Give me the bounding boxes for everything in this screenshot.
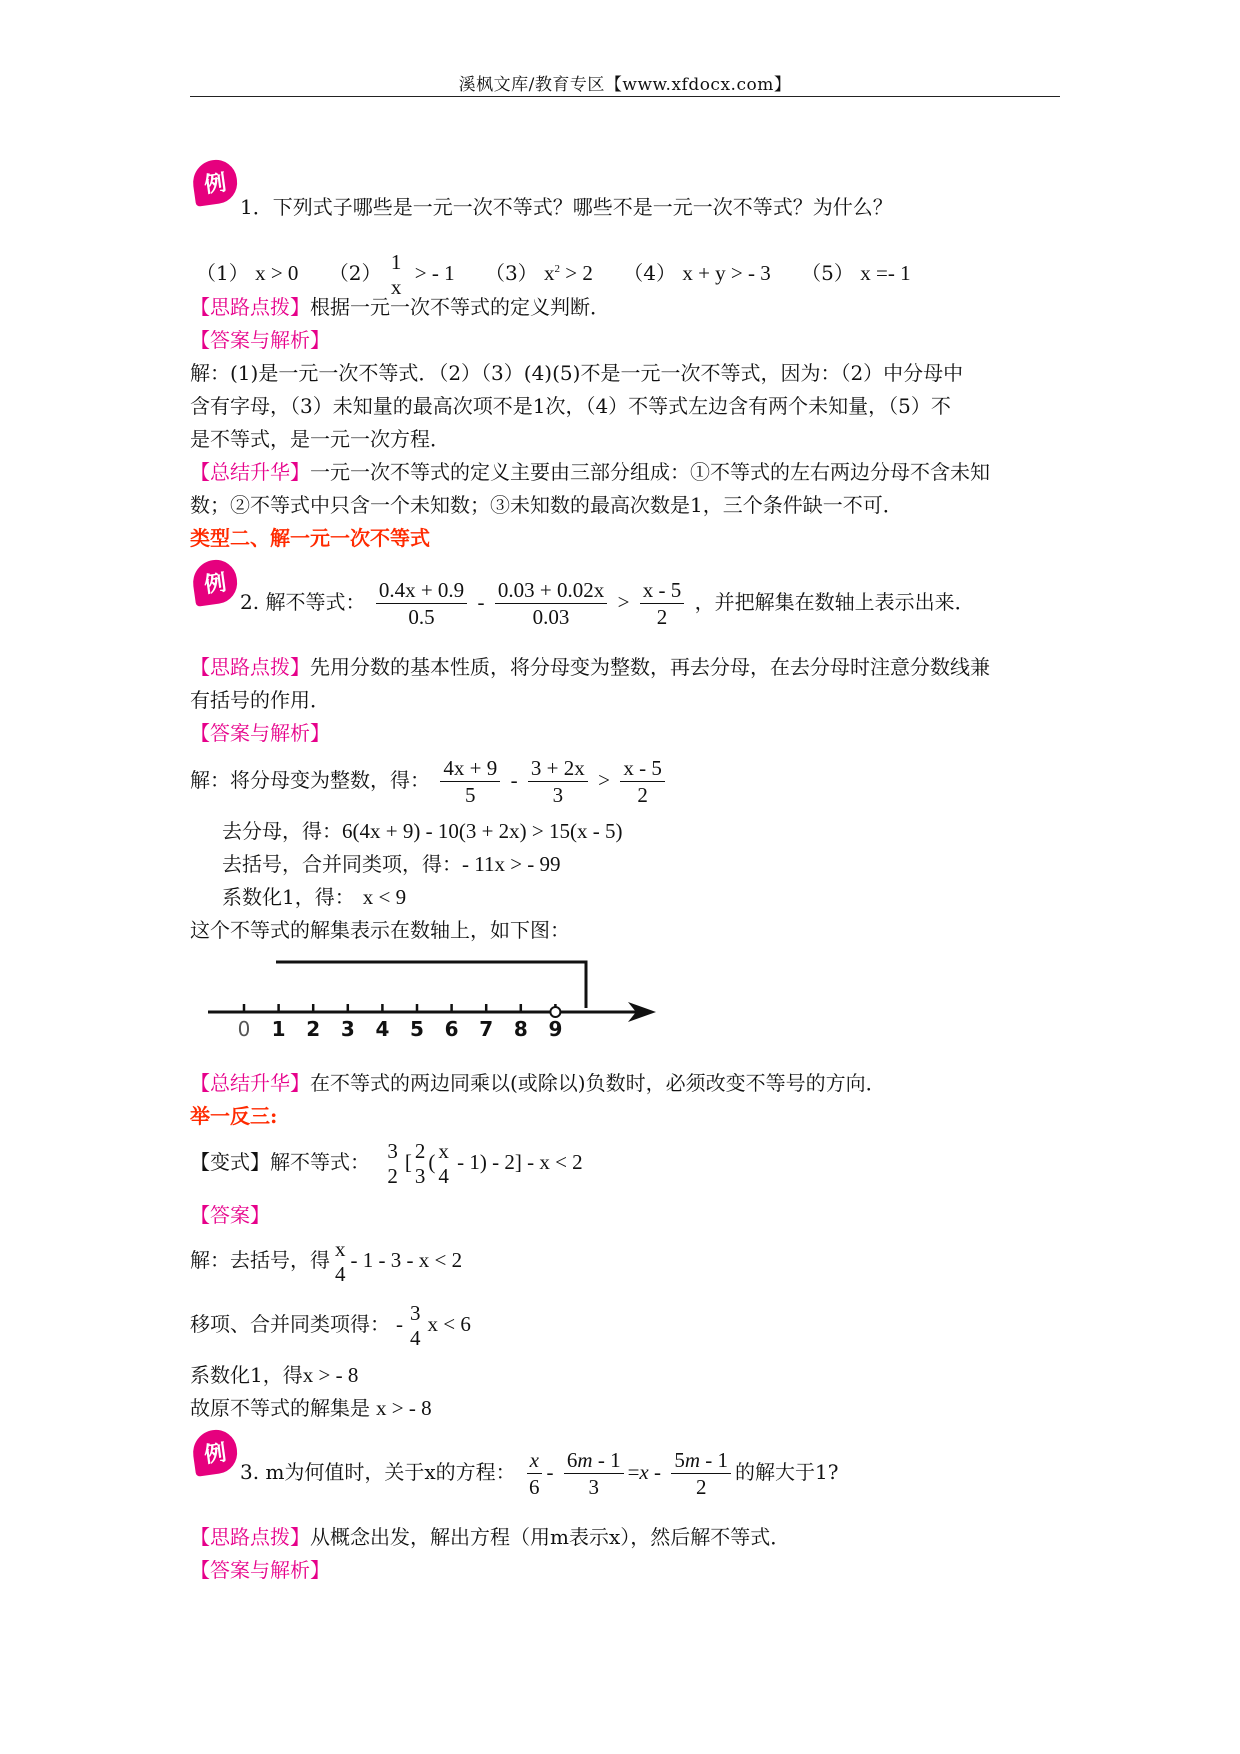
number-line-label: 3 xyxy=(340,1017,355,1041)
number-line-label: 1 xyxy=(271,1017,286,1041)
ex1-answer-line3: 是不等式，是一元一次方程． xyxy=(190,427,450,451)
ex2-step0-text: 解：将分母变为整数，得： xyxy=(190,768,430,792)
ex3-suffix: 的解大于1? xyxy=(735,1460,839,1484)
ex2-prefix: 2. 解不等式： xyxy=(240,590,366,614)
ex2-s0-frac3-den: 2 xyxy=(637,783,648,807)
pq-frac-x-4: x 4 xyxy=(438,1139,449,1188)
opt4-label: （4） xyxy=(623,261,676,285)
ex2-answer-label: 【答案与解析】 xyxy=(190,721,330,745)
ex2-step1-math: 6(4x + 9) - 10(3 + 2x) > 15(x - 5) xyxy=(342,819,623,843)
ps1-frac-x-4: x 4 xyxy=(335,1237,346,1286)
opt3-exp: 2 xyxy=(554,263,561,275)
ex2-frac3 xyxy=(640,579,685,628)
number-line-label: 0 xyxy=(237,1017,251,1041)
ex1-title: 1．下列式子哪些是一元一次不等式？哪些不是一元一次不等式？为什么？ xyxy=(240,195,893,219)
opt1-math: x > 0 xyxy=(255,261,299,285)
section-title-2: 类型二、解一元一次不等式 xyxy=(190,526,430,550)
pq-frac-2-3: 2 3 xyxy=(414,1139,426,1188)
ex2-gt: > xyxy=(617,590,630,614)
ps2-frac-3-4: 3 4 xyxy=(410,1301,421,1350)
ex3-prefix: 3. m为何值时，关于x的方程： xyxy=(240,1460,516,1484)
ex2-s0-gt: > xyxy=(598,768,610,792)
ex2-suffix: ，并把解集在数轴上表示出来． xyxy=(694,590,975,614)
number-line xyxy=(190,950,670,1050)
ex3-frac-5m: $\frac{5m - 1}{2}$ xyxy=(671,1449,731,1498)
practice-step3 xyxy=(190,1360,358,1390)
tip-text: 根据一元一次不等式的定义判断． xyxy=(310,295,610,319)
ex1-tip xyxy=(190,292,610,322)
ex2-s0-frac1-den: 5 xyxy=(465,783,476,807)
practice-s1-math: - 1 - 3 - x < 2 xyxy=(350,1248,463,1272)
ex2-frac1-den: 0.5 xyxy=(408,605,435,629)
ex2-frac2 xyxy=(495,579,607,628)
practice-s2-math: x < 6 xyxy=(427,1312,471,1336)
number-line-label: 9 xyxy=(548,1017,563,1041)
solution-bracket xyxy=(276,962,586,1008)
pq-frac-3-2: 3 2 xyxy=(387,1139,398,1188)
ex2-step1-text: 去分母，得： xyxy=(222,819,342,843)
page-header: 溪枫文库/教育专区【www.xfdocx.com】 xyxy=(458,75,792,95)
number-line-label: 8 xyxy=(513,1017,528,1041)
header-rule xyxy=(190,96,1060,97)
ex3-answer-label: 【答案与解析】 xyxy=(190,1558,330,1582)
summary-label: 【总结升华】 xyxy=(190,460,310,484)
opt3-label: （3） xyxy=(484,261,538,285)
number-line-label: 5 xyxy=(410,1017,424,1041)
ex2-s0-frac1-num: 4x + 9 xyxy=(440,757,500,782)
practice-q-label: 【变式】 xyxy=(190,1150,270,1174)
ex2-frac2-den: 0.03 xyxy=(532,605,570,629)
ex2-summary-text: 在不等式的两边同乘以(或除以)负数时，必须改变不等号的方向． xyxy=(310,1071,886,1095)
practice-answer-label: 【答案】 xyxy=(190,1203,270,1227)
opt2-num: 1 xyxy=(390,250,402,275)
number-line-label: 2 xyxy=(306,1017,321,1041)
number-line-label: 4 xyxy=(375,1017,390,1041)
ex2-frac2-num: 0.03 + 0.02x xyxy=(495,579,607,604)
ex2-step3 xyxy=(222,882,406,912)
practice-s4-math: x > - 8 xyxy=(376,1396,432,1420)
opt2-label: （2） xyxy=(328,261,382,285)
ex2-s0-frac2-den: 3 xyxy=(552,783,564,807)
opt5-math: x =- 1 xyxy=(860,261,911,285)
practice-s1-text: 解：去括号，得 xyxy=(190,1248,330,1272)
ex2-step2 xyxy=(222,849,561,879)
ex2-frac1-num: 0.4x + 0.9 xyxy=(376,579,467,604)
ex2-tip-line2: 有括号的作用． xyxy=(190,688,330,712)
ex2-summary-label: 【总结升华】 xyxy=(190,1071,310,1095)
ex1-summary-line1 xyxy=(190,457,990,487)
ex2-frac3-num: x - 5 xyxy=(640,579,685,604)
ex2-tip-text1: 先用分数的基本性质，将分母变为整数，再去分母，在去分母时注意分数线兼 xyxy=(310,655,990,679)
summary-text1: 一元一次不等式的定义主要由三部分组成：①不等式的左右两边分母不含未知 xyxy=(310,460,990,484)
ex2-step2-text: 去括号，合并同类项，得： xyxy=(222,852,462,876)
ex2-frac1 xyxy=(376,579,467,628)
opt3-math xyxy=(544,261,593,285)
ex2-tip-line1 xyxy=(190,652,990,682)
practice-s2-text: 移项、合并同类项得： xyxy=(190,1312,390,1336)
ex2-step3-text: 系数化1，得： xyxy=(222,885,355,909)
practice-question: 【变式】解不等式： 3 2 [ 2 3 ( x 4 - 1) - 2] - x < 2 xyxy=(190,1139,583,1188)
practice-q-text: 解不等式： xyxy=(270,1150,370,1174)
ex3-problem: 3. m为何值时，关于x的方程： $\frac{x}{6}$ - $\frac{6m - 1}{3}$ =x - $\frac{5m - 1}{2}$ 的解大于1? xyxy=(240,1447,839,1499)
ex2-problem xyxy=(240,570,975,634)
ex2-s0-frac2 xyxy=(528,757,588,806)
number-line-label: 6 xyxy=(444,1017,459,1041)
ex1-answer-line2: 含有字母，（3）未知量的最高次项不是1次，（4）不等式左边含有两个未知量，（5）不 xyxy=(190,394,951,418)
opt5-label: （5） xyxy=(801,261,854,285)
example-badge-3: 例 xyxy=(190,1427,240,1477)
ex2-s0-frac3 xyxy=(620,757,665,806)
practice-step4 xyxy=(190,1393,432,1423)
practice-s3-math: x > - 8 xyxy=(302,1363,359,1387)
opt1-label: （1） xyxy=(196,261,249,285)
ex2-numberline-caption: 这个不等式的解集表示在数轴上，如下图： xyxy=(190,918,570,942)
ex1-answer-label: 【答案与解析】 xyxy=(190,328,330,352)
ex2-s0-frac2-num: 3 + 2x xyxy=(528,757,588,782)
tip-label: 【思路点拨】 xyxy=(190,295,310,319)
ex2-tip-label: 【思路点拨】 xyxy=(190,655,310,679)
practice-title: 举一反三: xyxy=(190,1104,278,1128)
example-badge-2: 例 xyxy=(190,557,240,607)
open-circle-endpoint xyxy=(550,1007,560,1017)
practice-step1 xyxy=(190,1228,462,1292)
opt2-rest: > - 1 xyxy=(414,261,455,285)
ex2-s0-minus: - xyxy=(510,768,518,792)
ex1-options xyxy=(196,244,911,298)
ex2-step1 xyxy=(222,816,622,846)
ex2-step3-math: x < 9 xyxy=(362,885,407,909)
opt3-rest: > 2 xyxy=(560,261,593,285)
ex2-s0-frac1 xyxy=(440,757,500,806)
number-line-ticks xyxy=(238,1004,563,1041)
practice-s4-text: 故原不等式的解集是 xyxy=(190,1396,370,1420)
opt2-den: x xyxy=(390,274,402,299)
ex3-tip-label: 【思路点拨】 xyxy=(190,1525,310,1549)
ex1-summary-line2: 数；②不等式中只含一个未知数；③未知数的最高次数是1，三个条件缺一不可． xyxy=(190,493,903,517)
practice-step2: 移项、合并同类项得： - 3 4 x < 6 xyxy=(190,1301,471,1350)
ex1-answer-line1: 解：(1)是一元一次不等式．（2）（3）(4)(5)不是一元一次不等式，因为：（2）中分母中 xyxy=(190,361,964,385)
opt2-fraction xyxy=(388,251,405,297)
ex2-frac3-den: 2 xyxy=(656,605,668,629)
ex3-frac-x-6: $\frac{x}{6}$ xyxy=(526,1449,543,1498)
ex3-tip xyxy=(190,1522,790,1552)
practice-s3-text: 系数化1，得 xyxy=(190,1363,303,1387)
ex2-step0 xyxy=(190,748,669,812)
ex3-frac-6m: $\frac{6m - 1}{3}$ xyxy=(564,1449,624,1498)
ex2-step2-math: - 11x > - 99 xyxy=(462,852,561,876)
ex2-minus: - xyxy=(477,590,485,614)
ex3-tip-text: 从概念出发，解出方程（用m表示x），然后解不等式． xyxy=(310,1525,791,1549)
opt4-math: x + y > - 3 xyxy=(682,261,771,285)
ex2-summary xyxy=(190,1068,886,1098)
example-badge-1: 例 xyxy=(190,157,240,207)
opt3-base: x xyxy=(544,261,555,285)
ex2-s0-frac3-num: x - 5 xyxy=(620,757,665,782)
number-line-label: 7 xyxy=(479,1017,494,1041)
